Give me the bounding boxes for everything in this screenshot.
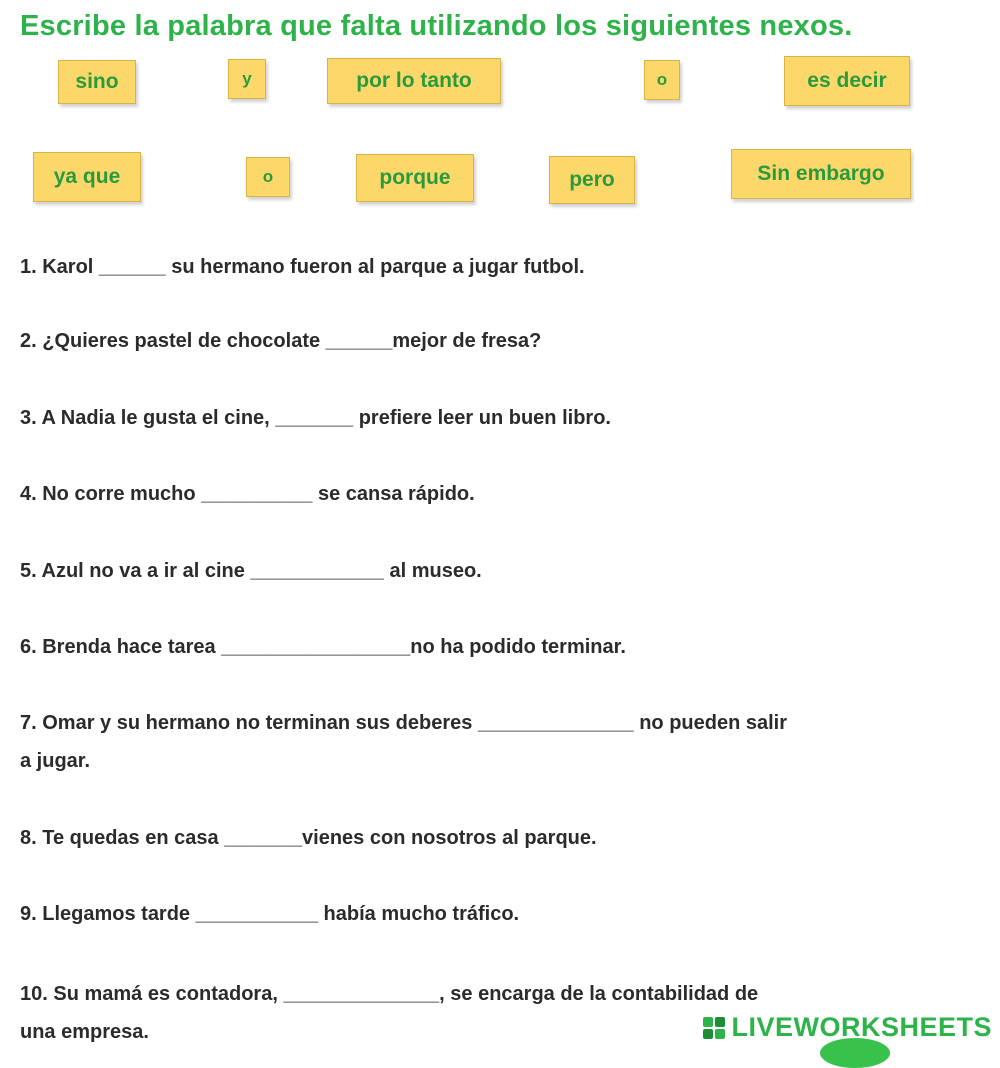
liveworksheets-logo[interactable] <box>703 1012 992 1043</box>
word-chip-o-1[interactable]: o <box>644 60 680 100</box>
word-chip-porque[interactable]: porque <box>356 154 474 202</box>
sentence-5: 5. Azul no va a ir al cine ____________ al museo. <box>20 560 482 582</box>
sentence-7-cont: a jugar. <box>20 750 91 772</box>
word-chip-y[interactable]: y <box>228 59 266 99</box>
word-chip-es-decir[interactable]: es decir <box>784 56 910 106</box>
logo-grid-icon <box>703 1017 725 1039</box>
sentence-7: 7. Omar y su hermano no terminan sus deberes ______________ no pueden salir <box>20 712 788 734</box>
sentence-6: 6. Brenda hace tarea _________________no ha podido terminar. <box>20 636 626 658</box>
sentence-8: 8. Te quedas en casa _______vienes con nosotros al parque. <box>20 827 597 849</box>
word-chip-sin-embargo[interactable]: Sin embargo <box>731 149 911 199</box>
sentence-3: 3. A Nadia le gusta el cine, _______ prefiere leer un buen libro. <box>20 407 611 429</box>
word-chip-por-lo-tanto[interactable]: por lo tanto <box>327 58 501 104</box>
word-chip-sino[interactable]: sino <box>58 60 136 104</box>
sentence-10: 10. Su mamá es contadora, ______________, se encarga de la contabilidad de <box>20 983 759 1005</box>
word-chip-pero[interactable]: pero <box>549 156 635 204</box>
sentence-4: 4. No corre mucho __________ se cansa rápido. <box>20 483 475 505</box>
logo-text: LIVEWORKSHEETS <box>731 1012 992 1042</box>
instruction-title: Escribe la palabra que falta utilizando los siguientes nexos. <box>20 10 853 42</box>
sentence-9: 9. Llegamos tarde ___________ había mucho tráfico. <box>20 903 520 925</box>
word-chip-o-2[interactable]: o <box>246 157 290 197</box>
sentence-2: 2. ¿Quieres pastel de chocolate ______mejor de fresa? <box>20 330 542 352</box>
sentence-1: 1. Karol ______ su hermano fueron al parque a jugar futbol. <box>20 256 585 278</box>
word-chip-ya-que[interactable]: ya que <box>33 152 141 202</box>
sentence-10-cont: una empresa. <box>20 1021 149 1043</box>
